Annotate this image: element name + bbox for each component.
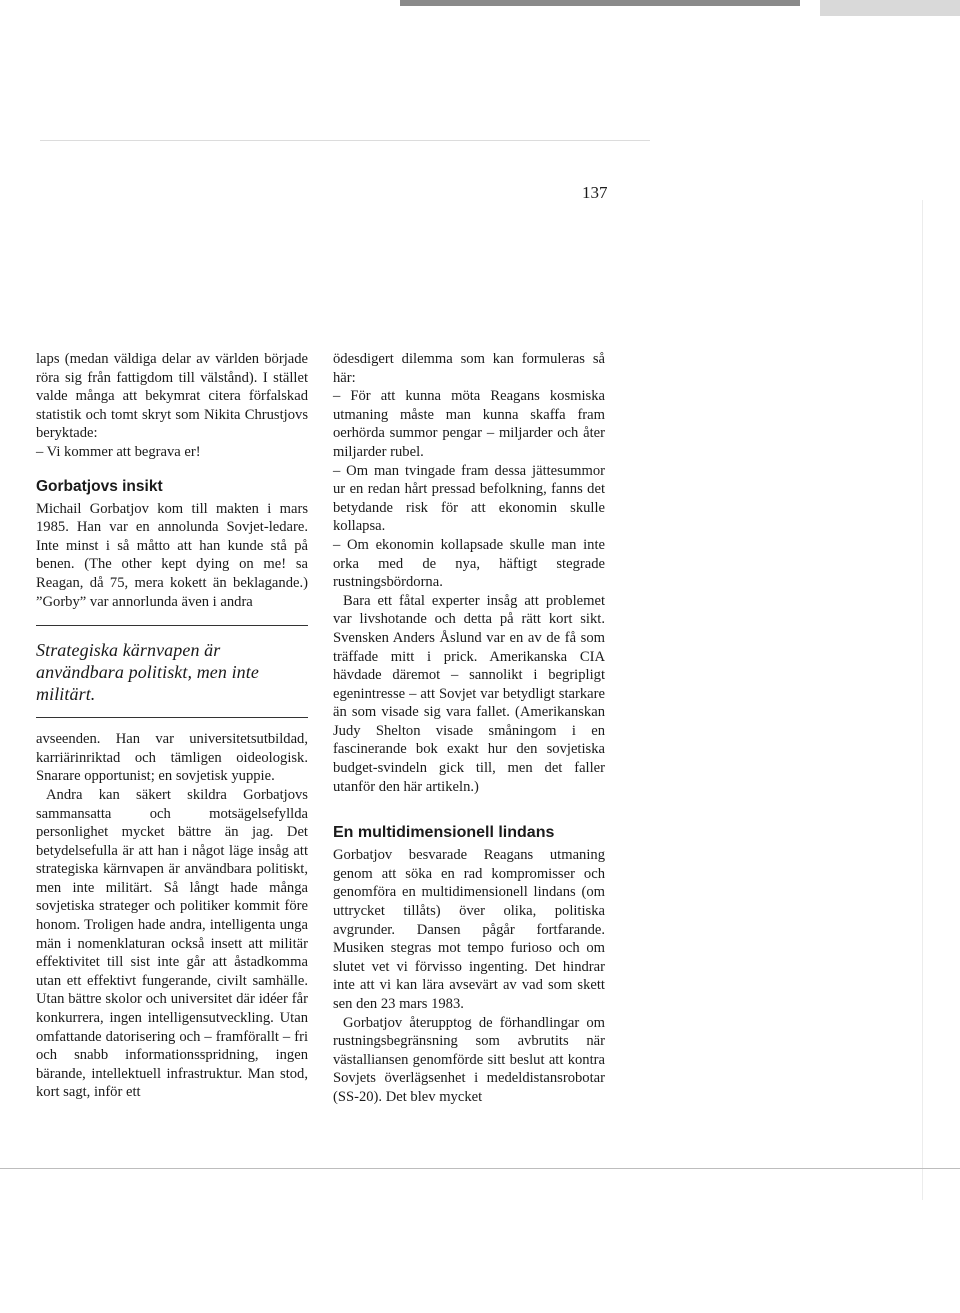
paragraph: avseenden. Han var universitetsutbildad, karriärinriktad och tämligen oideologisk. Snarare opportunist; en sovjetisk yuppie. — [36, 731, 308, 785]
paragraph: laps (medan väldiga delar av världen började röra sig från fattigdom till välstånd). I stället valde många att bekymrat citera förfalskad statistik och tomt skryt som Nikita Chrustjovs beryktade: — [36, 351, 308, 442]
scan-artifact-top-right — [820, 0, 960, 16]
right-column — [333, 350, 605, 1107]
paragraph: Gorbatjov besvarade Reagans utmaning genom att söka en rad kompromisser och genomföra en multidimensionell lindans (om uttrycket tillåts) över olika, politiska avgrunder. Dansen pågår fortfarande. Musiken stegras mot tempo furioso och om slutet vet vi förvisso ingenting. Det hindrar inte att vi kan lära avsevärt av vad som skett sen den 23 mars 1983. — [333, 847, 605, 1012]
paragraph: Michail Gorbatjov kom till makten i mars 1985. Han var en annolunda Sovjet-ledare. Inte minst i så måtto att han kunde stå på benen. (The other kept dying on me! sa Reagan, då 75, mera kokett än beklagande.) ”Gorby” var annorlunda även i andra — [36, 500, 308, 610]
dash-paragraph: – För att kunna möta Reagans kosmiska utmaning måste man kunna skaffa fram oerhörda summor pengar – miljarder och åter miljarder rubel. — [333, 388, 605, 460]
pullquote: Strategiska kärnvapen är användbara politiskt, men inte militärt. — [36, 640, 259, 705]
page-top-edge — [40, 140, 650, 141]
left-column — [36, 350, 308, 1102]
paragraph: Bara ett fåtal experter insåg att problemet var livshotande och detta på rätt kort sikt. Svensken Anders Åslund var en av de få som träffade mitt i prick. Amerikanska CIA hävdade däremot – sannolikt i begripligt egenintresse – att Sovjet var betydligt starkare än som visade sig vara fallet. (Amerikanskan Judy Shelton visade småningom i en fascinerande bok exakt hur den sovjetiska budget-svindeln gick till, men det faller utanför den här artikeln.) — [333, 592, 605, 795]
dash-paragraph: – Om ekonomin kollapsade skulle man inte orka med de nya, häftigt stegrade rustningsbördorna. — [333, 536, 605, 591]
section-heading: En multidimensionell lindans — [333, 824, 555, 842]
scan-artifact-top — [400, 0, 800, 6]
paragraph: Andra kan säkert skildra Gorbatjovs sammansatta och motsägelsefyllda personlighet mycket bättre än jag. Det betydelsefulla är att han i något läge insåg att strategiska kärnvapen är användbara politiskt, men inte militärt. Så långt hade många sovjetiska strateger och politiker kommit före honom. Troligen hade andra, intelligenta unga män i nomenklaturan också insett att militär effektivitet till sist inte går att åstadkomma utan ett effektivt fungerande, civilt samhälle. Utan bättre skolor och universitet där idéer får konkurrera, ingen intelligensutveckling. Utan omfattande datorisering och – framförallt – fri och snabb informationsspridning, ingen bärande, intellektuell infrastruktur. Man stod, kort sagt, inför ett — [36, 786, 308, 1101]
dash-paragraph: – Om man tvingade fram dessa jättesummor ur en redan hårt pressad befolkning, fanns det betydande risk för att ekonomin skulle kollapsa. — [333, 462, 605, 535]
page-right-edge — [922, 200, 923, 1200]
page-bottom-edge — [0, 1168, 960, 1169]
paragraph: ödesdigert dilemma som kan formuleras så här: — [333, 351, 605, 386]
page-number: 137 — [582, 183, 608, 202]
pullquote-rule-top — [36, 625, 308, 626]
paragraph: Gorbatjov återupptog de förhandlingar om rustningsbegränsning som avbrutits när västalliansen genomförde sitt beslut att kontra Sovjets överlägsenhet i medeldistansrobotar (SS-20). Det blev mycket — [333, 1014, 605, 1105]
pullquote-rule-bottom — [36, 717, 308, 718]
quote-line: – Vi kommer att begrava er! — [36, 443, 201, 460]
section-heading: Gorbatjovs insikt — [36, 477, 163, 495]
